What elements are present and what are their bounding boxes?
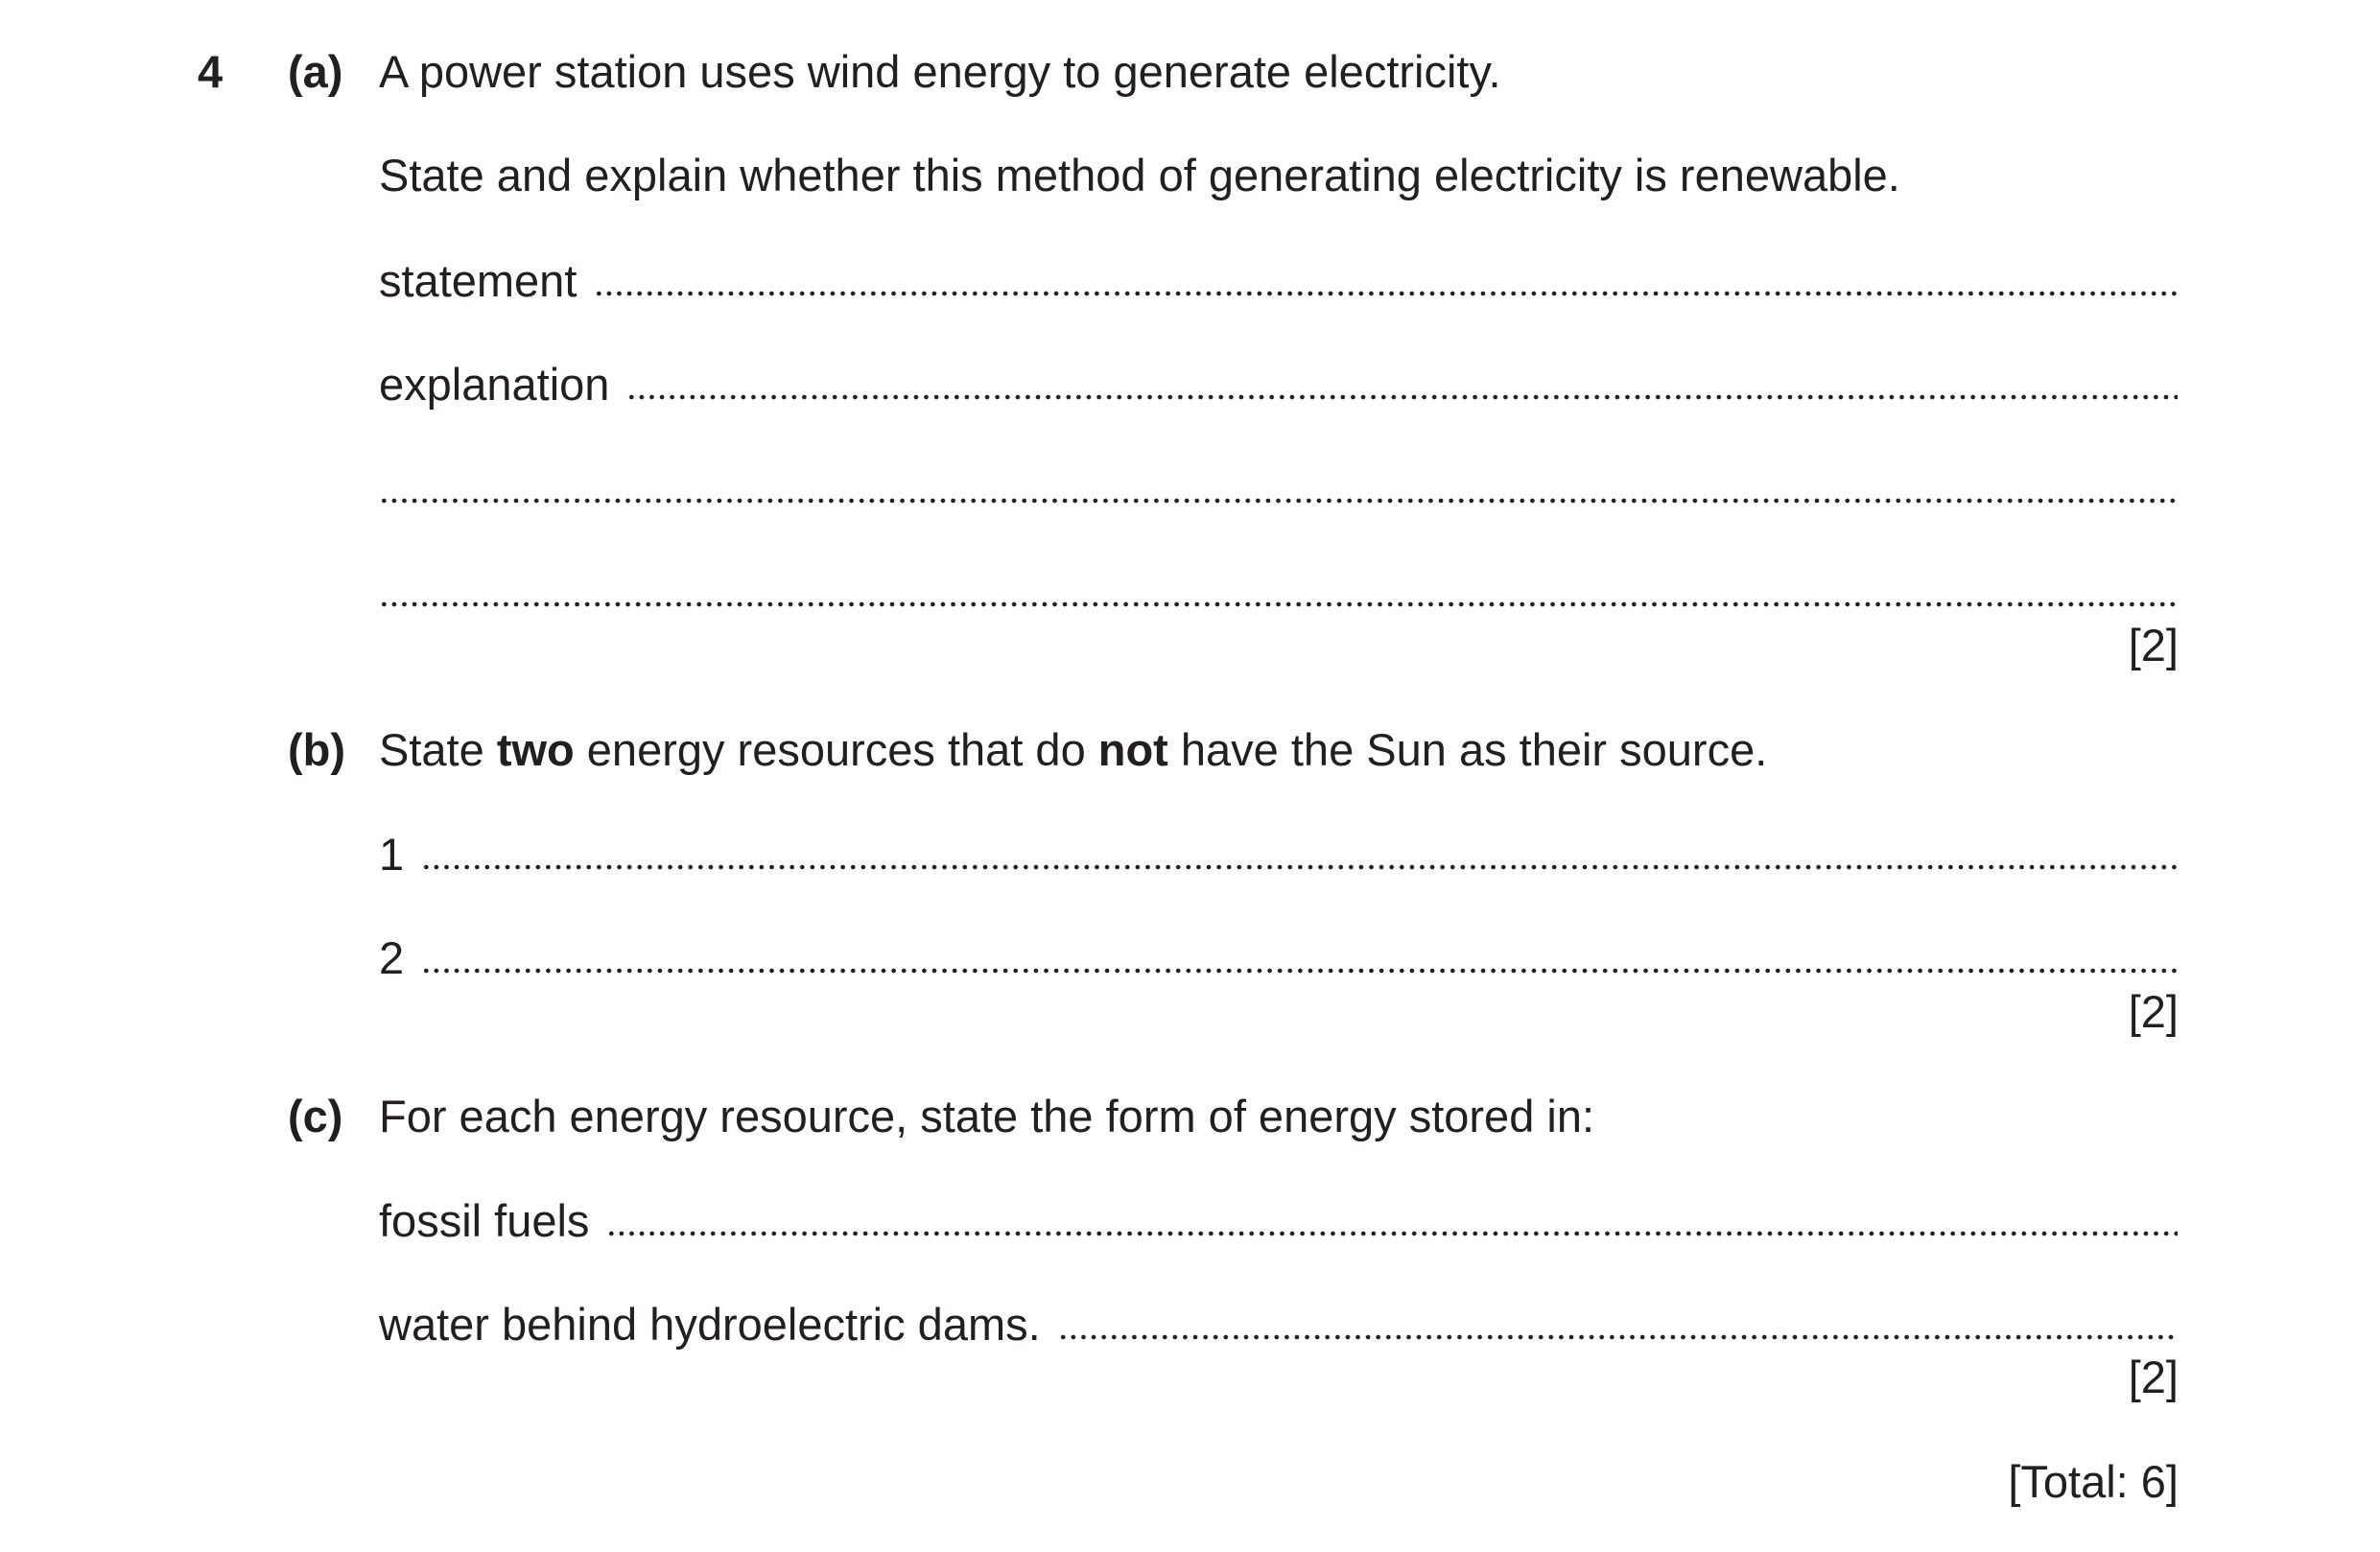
dotted-line bbox=[594, 262, 2178, 296]
dotted-line bbox=[379, 469, 2178, 504]
part-a-marks: [2] bbox=[2128, 620, 2179, 670]
dotted-line bbox=[421, 835, 2178, 870]
statement-label: statement bbox=[379, 255, 577, 306]
explanation-answer-line-3[interactable] bbox=[379, 565, 2178, 619]
dotted-line bbox=[379, 573, 2178, 607]
hydroelectric-answer-line[interactable] bbox=[379, 1298, 2178, 1352]
part-b-label: (b) bbox=[288, 724, 346, 775]
fossil-fuels-label: fossil fuels bbox=[379, 1195, 590, 1246]
total-marks: [Total: 6] bbox=[2008, 1456, 2179, 1507]
dotted-line bbox=[606, 1202, 2178, 1236]
part-c-marks: [2] bbox=[2128, 1352, 2179, 1402]
part-a-prompt: State and explain whether this method of generating electricity is renewable. bbox=[379, 150, 1900, 200]
dotted-line bbox=[626, 365, 2178, 400]
part-b-marks: [2] bbox=[2128, 986, 2179, 1037]
explanation-label: explanation bbox=[379, 359, 610, 410]
explanation-answer-line-2[interactable] bbox=[379, 461, 2178, 515]
part-b-prompt: State two energy resources that do not have the Sun as their source. bbox=[379, 724, 1768, 775]
fossil-fuels-answer-line[interactable] bbox=[379, 1194, 2178, 1248]
resource-2-label: 2 bbox=[379, 932, 405, 983]
part-a-intro: A power station uses wind energy to generate electricity. bbox=[379, 46, 1501, 97]
question-number: 4 bbox=[198, 46, 224, 97]
resource-1-answer-line[interactable] bbox=[379, 828, 2178, 882]
explanation-answer-line[interactable] bbox=[379, 358, 2178, 412]
statement-answer-line[interactable] bbox=[379, 254, 2178, 308]
hydroelectric-label: water behind hydroelectric dams. bbox=[379, 1299, 1041, 1350]
resource-1-label: 1 bbox=[379, 829, 405, 880]
part-a-label: (a) bbox=[288, 46, 343, 97]
dotted-line bbox=[1058, 1305, 2178, 1340]
resource-2-answer-line[interactable] bbox=[379, 931, 2178, 985]
part-c-label: (c) bbox=[288, 1091, 343, 1141]
dotted-line bbox=[421, 939, 2178, 974]
part-c-prompt: For each energy resource, state the form of energy stored in: bbox=[379, 1091, 1595, 1141]
